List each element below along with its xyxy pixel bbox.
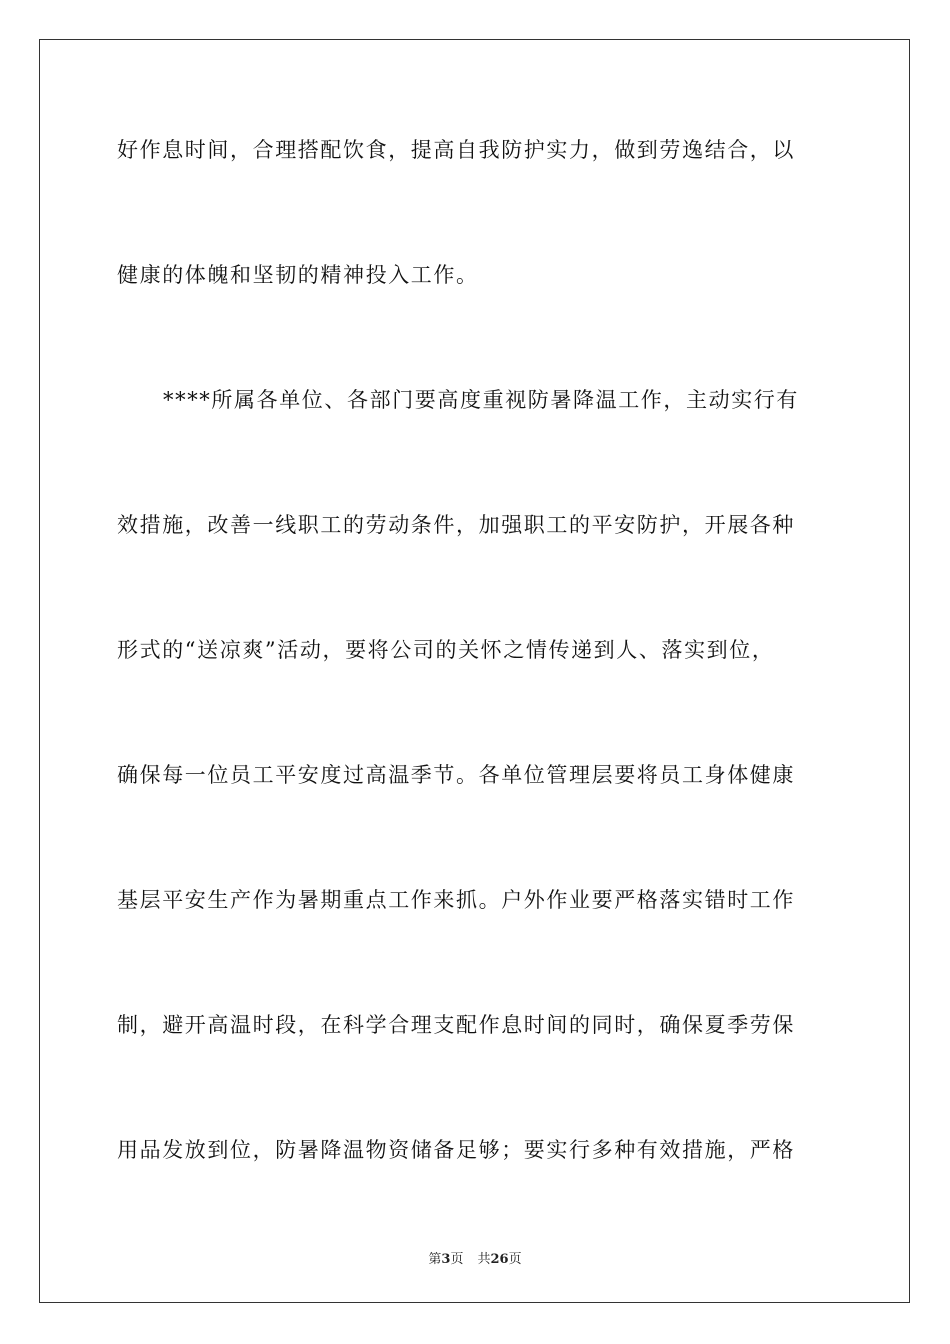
text-line-8: 制，避开高温时段，在科学合理支配作息时间的同时，确保夏季劳保 xyxy=(117,1013,795,1037)
page-suffix: 页 xyxy=(450,1252,464,1267)
text-line-1: 好作息时间，合理搭配饮食，提高自我防护实力，做到劳逸结合，以 xyxy=(117,138,795,162)
total-prefix: 共 xyxy=(477,1252,491,1267)
page-footer xyxy=(0,1248,950,1267)
document-body xyxy=(117,120,833,1245)
text-line-4: 效措施，改善一线职工的劳动条件，加强职工的平安防护，开展各种 xyxy=(117,513,795,537)
total-suffix: 页 xyxy=(508,1252,522,1267)
page-prefix: 第 xyxy=(428,1252,442,1267)
text-line-6: 确保每一位员工平安度过高温季节。各单位管理层要将员工身体健康 xyxy=(117,763,795,787)
page-number: 3 xyxy=(441,1252,451,1267)
text-line-5: 形式的“送凉爽”活动，要将公司的关怀之情传递到人、落实到位， xyxy=(117,638,775,662)
total-pages: 26 xyxy=(490,1252,509,1267)
text-line-7: 基层平安生产作为暑期重点工作来抓。户外作业要严格落实错时工作 xyxy=(117,888,795,912)
text-line-9: 用品发放到位，防暑降温物资储备足够；要实行多种有效措施，严格 xyxy=(117,1138,795,1162)
text-line-3: ****所属各单位、各部门要高度重视防暑降温工作，主动实行有 xyxy=(163,388,799,412)
text-line-2: 健康的体魄和坚韧的精神投入工作。 xyxy=(117,263,479,287)
